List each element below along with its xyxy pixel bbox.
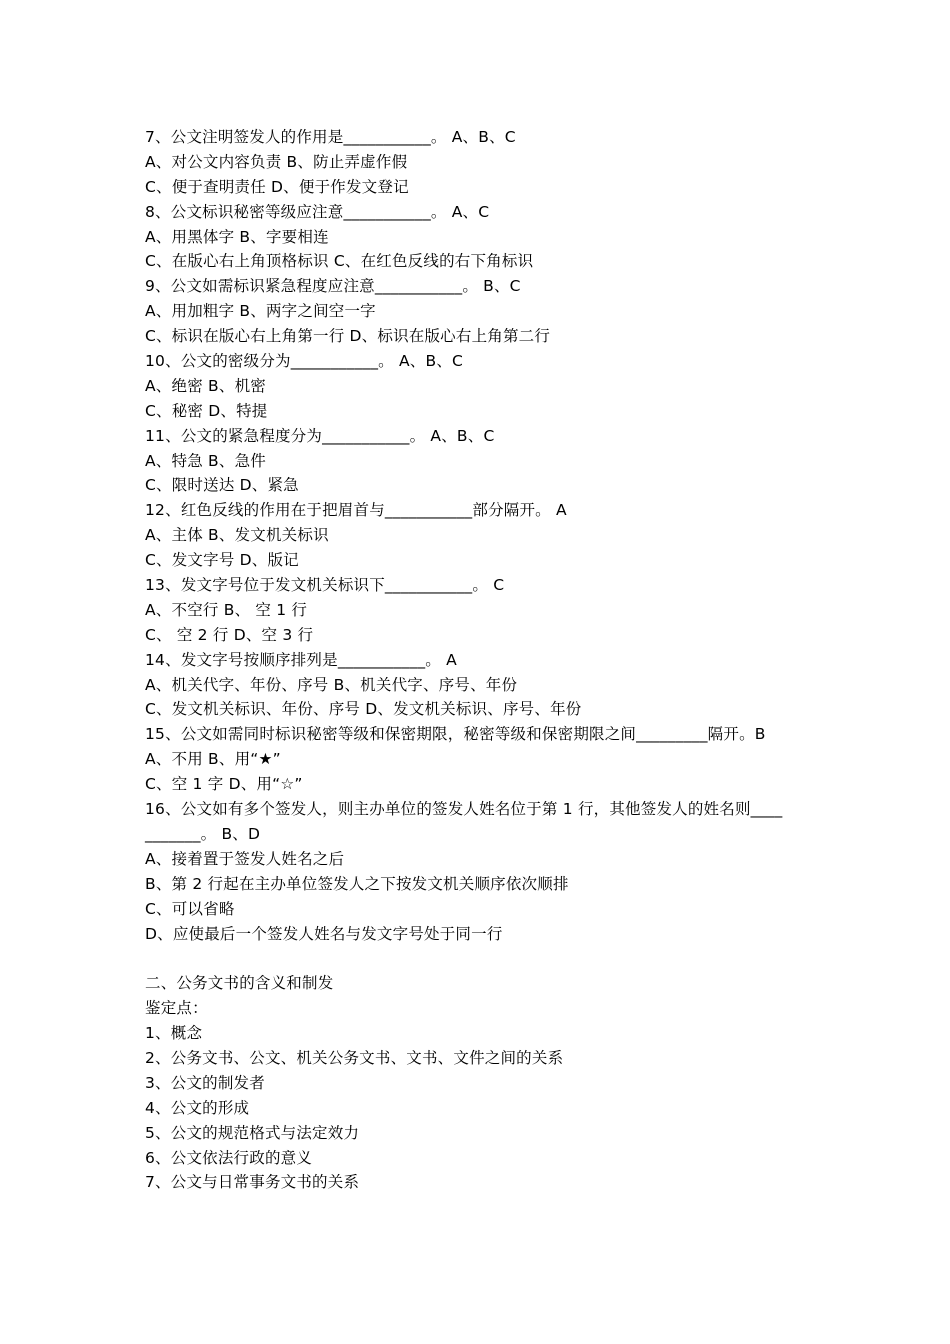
text-line: C、发文机关标识、年份、序号 D、发文机关标识、序号、年份 [145, 700, 582, 719]
text-line: C、可以省略 [145, 899, 235, 918]
text-line: A、对公文内容负责 B、防止弄虚作假 [145, 152, 408, 171]
text-line: A、不空行 B、 空 1 行 [145, 600, 308, 619]
text-line: A、用加粗字 B、两字之间空一字 [145, 302, 376, 321]
section-label: 鉴定点： [145, 999, 208, 1018]
section-item: 5、公文的规范格式与法定效力 [145, 1123, 360, 1142]
text-line: A、绝密 B、机密 [145, 376, 266, 395]
text-line: C、标识在版心右上角第一行 D、标识在版心右上角第二行 [145, 327, 551, 346]
section-item: 1、概念 [145, 1024, 203, 1043]
text-line: C、在版心右上角顶格标识 C、在红色反线的右下角标识 [145, 252, 534, 271]
text-line: C、发文字号 D、版记 [145, 551, 299, 570]
section-item: 4、公文的形成 [145, 1098, 250, 1117]
text-line: C、限时送达 D、紧急 [145, 476, 299, 495]
section-item: 7、公文与日常事务文书的关系 [145, 1173, 360, 1192]
text-line: 10、公文的密级分为___________。 A、B、C [145, 352, 464, 371]
text-line: A、用黑体字 B、字要相连 [145, 227, 329, 246]
section-item-list [145, 1021, 825, 1195]
text-line: A、机关代字、年份、序号 B、机关代字、序号、年份 [145, 675, 518, 694]
text-line: C、 空 2 行 D、空 3 行 [145, 625, 314, 644]
text-line: D、应使最后一个签发人姓名与发文字号处于同一行 [145, 924, 503, 943]
text-line: C、秘密 D、特提 [145, 401, 268, 420]
text-line: 12、红色反线的作用在于把眉首与___________部分隔开。 A [145, 501, 567, 520]
text-line: A、主体 B、发文机关标识 [145, 526, 329, 545]
text-line: 15、公文如需同时标识秘密等级和保密期限，秘密等级和保密期限之间_________隔开。B [145, 725, 766, 744]
text-line: 13、发文字号位于发文机关标识下___________。 C [145, 576, 505, 595]
text-line: 14、发文字号按顺序排列是___________。 A [145, 650, 457, 669]
question-block [145, 125, 825, 946]
section-title: 二、公务文书的含义和制发 [145, 974, 334, 993]
text-line: 9、公文如需标识紧急程度应注意___________。 B、C [145, 277, 521, 296]
text-line: A、特急 B、急件 [145, 451, 266, 470]
section-item: 2、公务文书、公文、机关公务文书、文书、文件之间的关系 [145, 1048, 564, 1067]
section-item: 6、公文依法行政的意义 [145, 1148, 313, 1167]
text-line: 7、公文注明签发人的作用是___________。 A、B、C [145, 128, 516, 146]
text-line: B、第 2 行起在主办单位签发人之下按发文机关顺序依次顺排 [145, 874, 569, 893]
text-line: 16、公文如有多个签发人，则主办单位的签发人姓名位于第 1 行，其他签发人的姓名则____ [145, 800, 783, 819]
document-page [145, 125, 825, 1195]
text-line: 8、公文标识秘密等级应注意___________。 A、C [145, 202, 490, 221]
text-line: _______。 B、D [145, 824, 261, 843]
section-item: 3、公文的制发者 [145, 1073, 265, 1092]
section-spacer [145, 946, 825, 971]
text-line: 11、公文的紧急程度分为___________。 A、B、C [145, 426, 495, 445]
text-line: C、便于查明责任 D、便于作发文登记 [145, 177, 409, 196]
text-line: A、不用 B、用“★” [145, 750, 281, 769]
text-line: C、空 1 字 D、用“☆” [145, 775, 303, 794]
text-line: A、接着置于签发人姓名之后 [145, 849, 345, 868]
